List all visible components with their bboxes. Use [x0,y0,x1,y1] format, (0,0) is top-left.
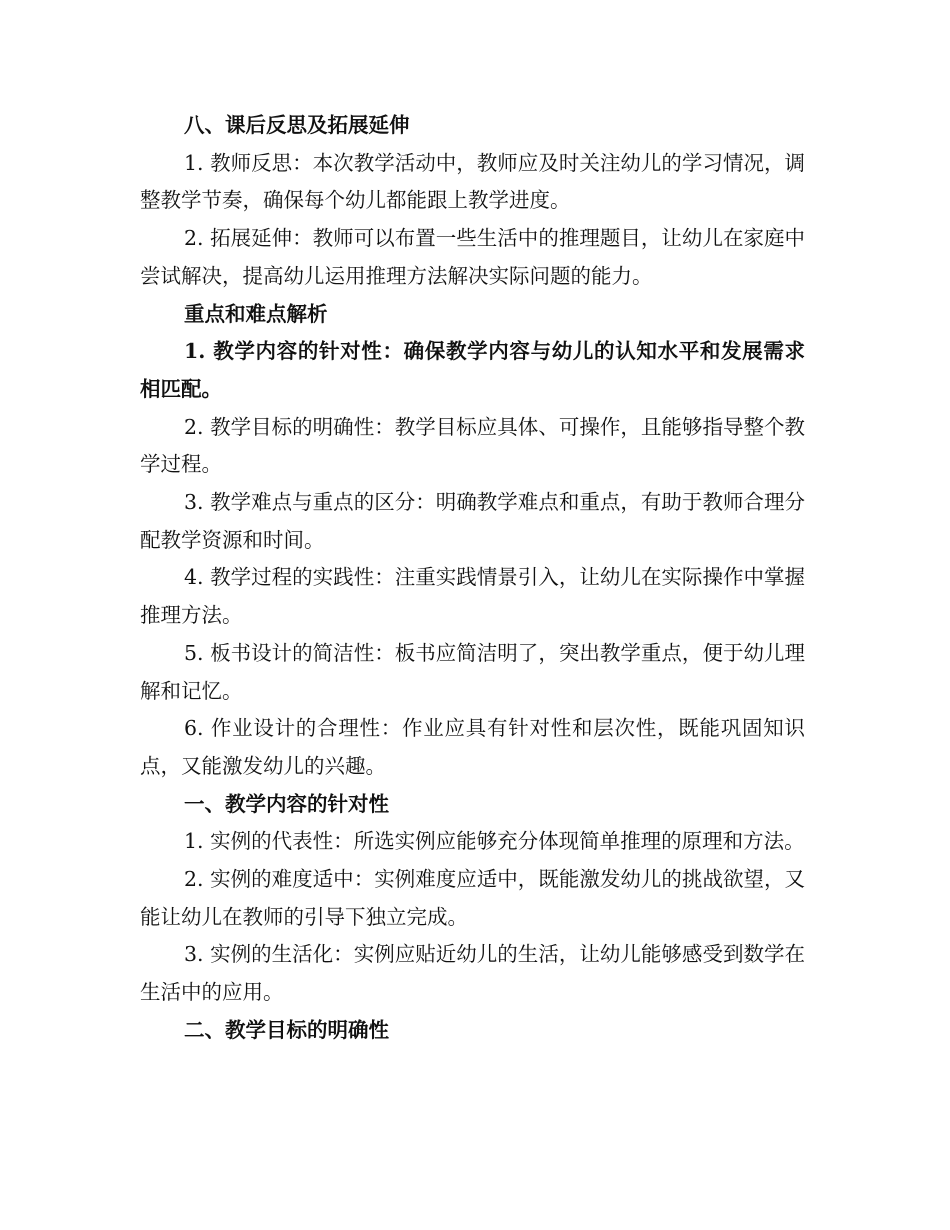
paragraph-homework-design: 6. 作业设计的合理性：作业应具有针对性和层次性，既能巩固知识点，又能激发幼儿的兴趣。 [140,716,805,778]
paragraph-difficulty-distinction: 3. 教学难点与重点的区分：明确教学难点和重点，有助于教师合理分配教学资源和时间。 [140,490,805,552]
paragraph-blackboard-design: 5. 板书设计的简洁性：板书应简洁明了，突出教学重点，便于幼儿理解和记忆。 [140,640,805,703]
paragraph-example-difficulty: 2. 实例的难度适中：实例难度应适中，既能激发幼儿的挑战欲望，又能让幼儿在教师的引导下独立完成。 [140,867,805,929]
paragraph-example-representative: 1. 实例的代表性：所选实例应能够充分体现简单推理的原理和方法。 [184,829,805,854]
paragraph-content-relevance: 1. 教学内容的针对性：确保教学内容与幼儿的认知水平和发展需求相匹配。 [140,339,805,401]
section-heading-key-points: 重点和难点解析 [184,301,328,326]
section-heading-content-relevance: 一、教学内容的针对性 [184,791,389,816]
section-heading-goal-clarity: 二、教学目标的明确性 [184,1017,389,1042]
paragraph-teacher-reflection: 1. 教师反思：本次教学活动中，教师应及时关注幼儿的学习情况，调整教学节奏，确保每个幼儿都能跟上教学进度。 [140,150,805,213]
paragraph-extension: 2. 拓展延伸：教师可以布置一些生活中的推理题目，让幼儿在家庭中尝试解决，提高幼儿运用推理方法解决实际问题的能力。 [140,226,805,288]
document-body [140,107,805,1050]
paragraph-practice: 4. 教学过程的实践性：注重实践情景引入，让幼儿在实际操作中掌握推理方法。 [140,565,805,628]
paragraph-example-life: 3. 实例的生活化：实例应贴近幼儿的生活，让幼儿能够感受到数学在生活中的应用。 [140,942,805,1005]
section-heading-reflection: 八、课后反思及拓展延伸 [184,113,410,137]
paragraph-goal-clarity: 2. 教学目标的明确性：教学目标应具体、可操作，且能够指导整个教学过程。 [140,414,805,477]
